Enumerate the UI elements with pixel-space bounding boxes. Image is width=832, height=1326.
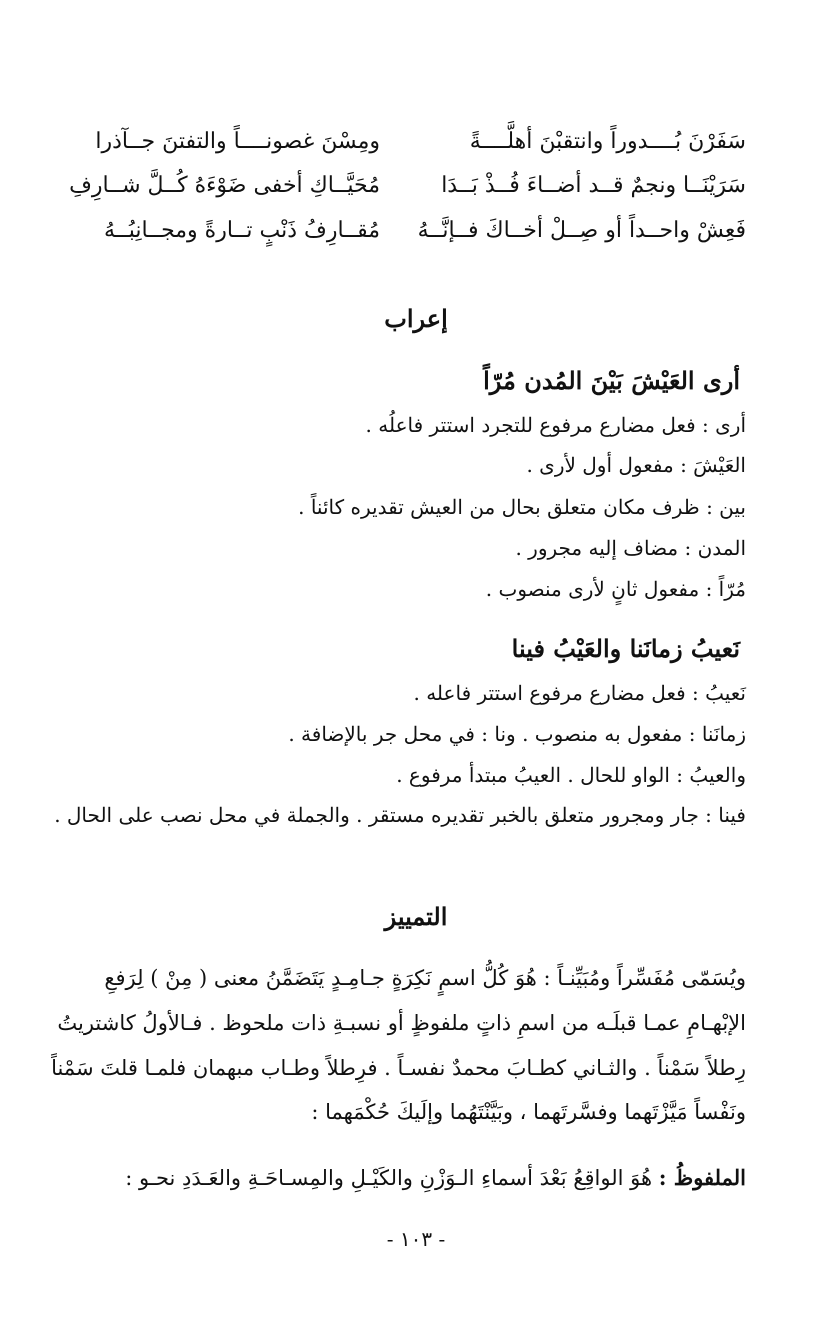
verse-3-second-hemistich: مُقــارِفُ ذَنْبٍ تــارةً ومجــانِبُــهُ — [104, 218, 380, 243]
tamyeez-paragraph-line-3: رِطلاً سَمْناً . والثـاني كطـابَ محمدٌ نفسـاً . فرِطلاً وطـاب مبهمان فلمـا قلتَ سَمْناً — [51, 1056, 746, 1080]
irab-phrase-2-line-3: والعيبُ : الواو للحال . العيبُ مبتدأ مرفوع . — [396, 763, 746, 787]
irab-phrase-1-line-1: أرى : فعل مضارع مرفوع للتجرد استتر فاعلُه . — [365, 413, 746, 437]
irab-phrase-2-line-2: زمانَنا : مفعول به منصوب . ونا : في محل جر بالإضافة . — [288, 722, 746, 746]
malfouz-label: الملفوظُ : — [658, 1165, 746, 1190]
verse-3-first-hemistich: فَعِشْ واحــداً أو صِــلْ أخــاكَ فــإنَّــهُ — [417, 218, 746, 243]
verse-1 — [40, 124, 746, 164]
malfouz-text: هُوَ الواقِعُ بَعْدَ أسماءِ الـوَزْنِ والكَيْـلِ والمِسـاحَـةِ والعَـدَدِ نحـو : — [125, 1166, 653, 1190]
irab-phrase-1-line-5: مُرّاً : مفعول ثانٍ لأرى منصوب . — [485, 577, 746, 601]
irab-phrase-2: نَعيبُ زمانَنا والعَيْبُ فينا — [511, 634, 740, 663]
irab-phrase-2-line-1: نَعيبُ : فعل مضارع مرفوع استتر فاعله . — [413, 681, 746, 705]
page-number: - ١٠٣ - — [386, 1227, 446, 1251]
verse-2-first-hemistich: سَرَيْنَــا ونجمٌ قــد أضــاءَ فُــذْ بَــدَا — [441, 173, 746, 198]
tamyeez-paragraph-line-1: ويُسَمّى مُفَسِّراً ومُبَيِّنـاً : هُوَ كُلُّ اسمٍ نَكِرَةٍ جـامِـدٍ يَتَضَمَّنُ معنى ( مِنْ ) لِرَفعِ — [104, 966, 746, 990]
verse-1-second-hemistich: ومِسْنَ غصونــــاً والتفتنَ جــآذرا — [95, 129, 380, 154]
tamyeez-paragraph-line-4: ونَفْساً مَيَّزْتَهما وفسَّرتَهما ، وبَيَّنْتَهُما وإلَيكَ حُكْمَهما : — [311, 1100, 746, 1124]
irab-phrase-1-line-2: العَيْشَ : مفعول أول لأرى . — [526, 453, 746, 477]
verse-2 — [40, 168, 746, 208]
tamyeez-paragraph-line-2: الإبْهـامِ عمـا قبلَـه من اسمِ ذاتٍ ملفوظٍ أو نسبـةِ ذات ملحوظ . فـالأولُ كاشتريتُ — [57, 1011, 746, 1035]
verse-2-second-hemistich: مُحَيَّــاكِ أخفى ضَوْءَهُ كُــلَّ شــارِفِ — [69, 173, 380, 198]
irab-phrase-1-line-3: بين : ظرف مكان متعلق بحال من العيش تقديره كائناً . — [298, 495, 746, 519]
irab-phrase-1: أرى العَيْشَ بَيْنَ المُدن مُرّاً — [483, 366, 740, 395]
irab-phrase-2-line-4: فينا : جار ومجرور متعلق بالخبر تقديره مستقر . والجملة في محل نصب على الحال . — [54, 803, 746, 827]
malfouz-line — [46, 1158, 746, 1198]
irab-phrase-1-line-4: المدن : مضاف إليه مجرور . — [515, 536, 746, 560]
verse-1-first-hemistich: سَفَرْنَ بُــــدوراً وانتقبْنَ أهلَّــــةً — [469, 129, 746, 154]
irab-heading: إعراب — [384, 304, 448, 333]
tamyeez-heading: التمييز — [384, 902, 448, 931]
verse-3 — [40, 213, 746, 253]
